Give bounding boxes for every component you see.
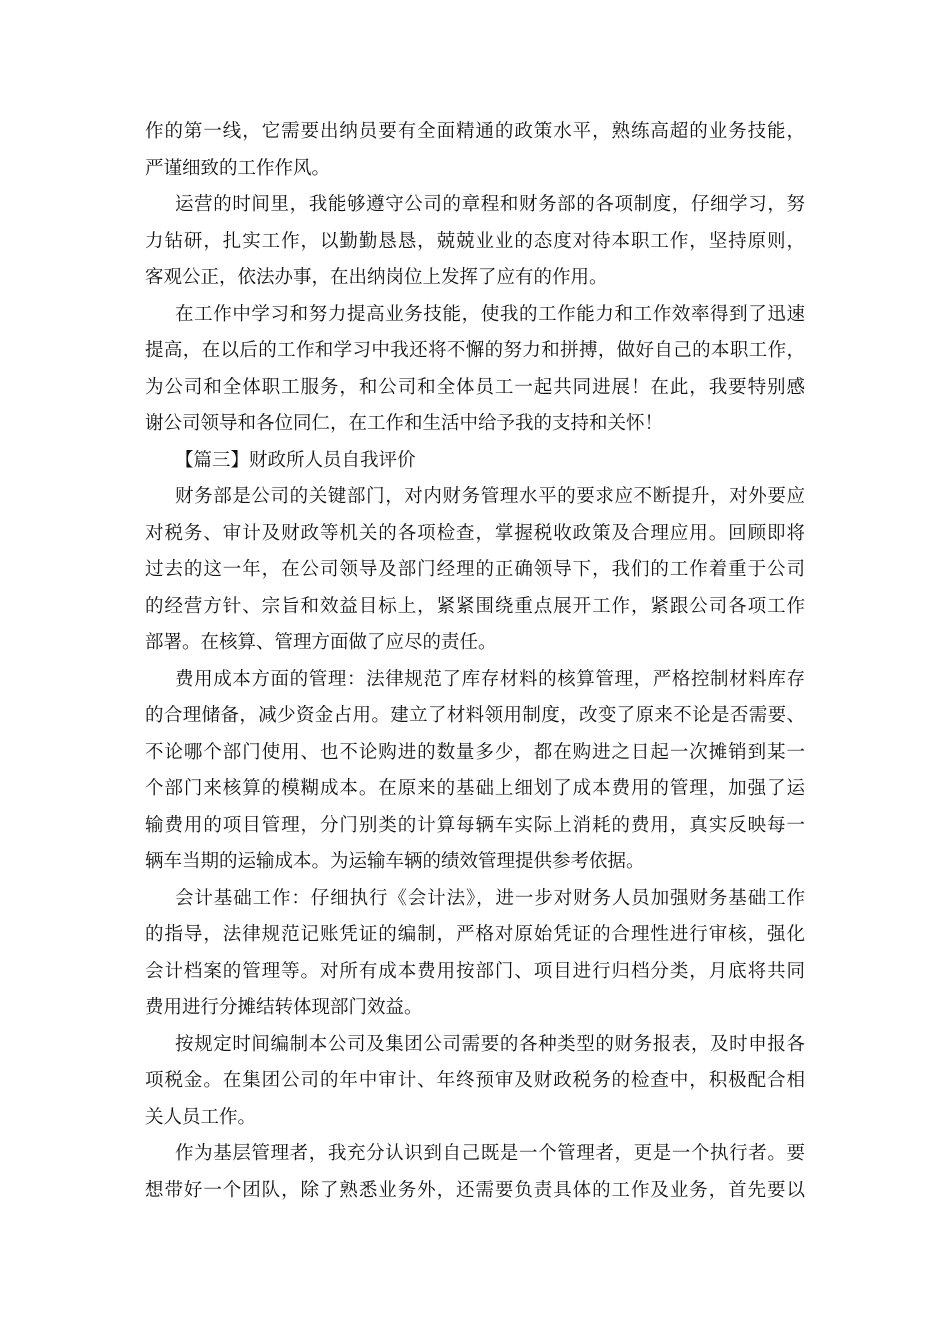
text-line: 辆车当期的运输成本。为运输车辆的绩效管理提供参考依据。 bbox=[145, 851, 645, 872]
text-line: 输费用的项目管理，分门别类的计算每辆车实际上消耗的费用，真实反映每一 bbox=[145, 814, 805, 836]
paragraph-first-line: 在工作中学习和努力提高业务技能，使我的工作能力和工作效率得到了迅速 bbox=[175, 303, 805, 325]
text-line: 不论哪个部门使用、也不论购进的数量多少，都在购进之日起一次摊销到某一 bbox=[145, 741, 805, 763]
text-line: 费用进行分摊结转体现部门效益。 bbox=[145, 997, 423, 1018]
text-line: 过去的这一年，在公司领导及部门经理的正确领导下，我们的工作着重于公司 bbox=[145, 559, 805, 580]
paragraph-first-line: 财务部是公司的关键部门，对内财务管理水平的要求应不断提升，对外要应 bbox=[175, 486, 805, 507]
text-line: 严谨细致的工作作风。 bbox=[145, 157, 331, 179]
text-line: 对税务、审计及财政等机关的各项检查，掌握税收政策及合理应用。回顾即将 bbox=[145, 522, 805, 544]
text-line: 想带好一个团队，除了熟悉业务外，还需要负责具体的工作及业务，首先要以 bbox=[145, 1179, 805, 1201]
paragraph-first-line: 费用成本方面的管理：法律规范了库存材料的核算管理，严格控制材料库存 bbox=[175, 668, 805, 690]
text-line: 客观公正，依法办事，在出纳岗位上发挥了应有的作用。 bbox=[145, 267, 608, 288]
text-line: 项税金。在集团公司的年中审计、年终预审及财政税务的检查中，积极配合相 bbox=[145, 1070, 805, 1091]
paragraph-first-line: 按规定时间编制本公司及集团公司需要的各种类型的财务报表，及时申报各 bbox=[175, 1033, 805, 1055]
text-line: 部署。在核算、管理方面做了应尽的责任。 bbox=[145, 632, 497, 653]
text-line: 的指导，法律规范记账凭证的编制，严格对原始凭证的合理性进行审核，强化 bbox=[145, 924, 805, 945]
text-line: 关人员工作。 bbox=[145, 1106, 257, 1128]
text-line: 谢公司领导和各位同仁，在工作和生活中给予我的支持和关怀！ bbox=[145, 413, 664, 434]
text-line: 提高，在以后的工作和学习中我还将不懈的努力和拼搏，做好自己的本职工作， bbox=[145, 340, 805, 361]
text-line: 会计档案的管理等。对所有成本费用按部门、项目进行归档分类，月底将共同 bbox=[145, 960, 805, 982]
section-heading: 【篇三】财政所人员自我评价 bbox=[175, 449, 416, 471]
text-line: 为公司和全体职工服务，和公司和全体员工一起共同进展！在此，我要特别感 bbox=[145, 376, 805, 398]
text-line: 的合理储备，减少资金占用。建立了材料领用制度，改变了原来不论是否需要、 bbox=[145, 705, 805, 726]
paragraph-first-line: 作为基层管理者，我充分认识到自己既是一个管理者，更是一个执行者。要 bbox=[175, 1143, 805, 1164]
text-line: 的经营方针、宗旨和效益目标上，紧紧围绕重点展开工作，紧跟公司各项工作 bbox=[145, 595, 805, 617]
text-line: 个部门来核算的模糊成本。在原来的基础上细划了成本费用的管理，加强了运 bbox=[145, 778, 805, 799]
paragraph-first-line: 运营的时间里，我能够遵守公司的章程和财务部的各项制度，仔细学习，努 bbox=[175, 194, 805, 215]
text-line: 力钻研，扎实工作，以勤勤恳恳，兢兢业业的态度对待本职工作，坚持原则， bbox=[145, 230, 805, 252]
document-body bbox=[145, 114, 805, 1209]
text-line: 作的第一线，它需要出纳员要有全面精通的政策水平，熟练高超的业务技能， bbox=[145, 121, 805, 142]
paragraph-first-line: 会计基础工作：仔细执行《会计法》，进一步对财务人员加强财务基础工作 bbox=[175, 887, 805, 909]
